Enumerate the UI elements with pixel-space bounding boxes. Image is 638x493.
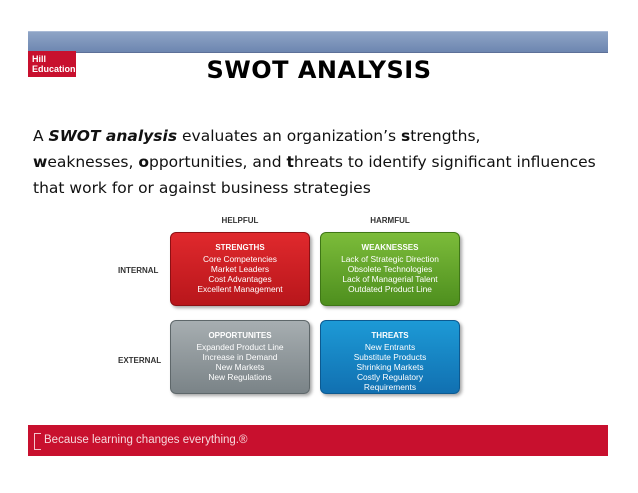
weaknesses-title: WEAKNESSES: [361, 243, 419, 252]
threats-box: [320, 320, 460, 394]
intro-text-5: hreats to identify significant influences that work for or against business strategies: [33, 153, 596, 197]
col-header-harmful: HARMFUL: [370, 216, 410, 225]
bracket-icon: [34, 433, 41, 450]
intro-letter-s: s: [401, 127, 411, 145]
intro-text-a: A: [33, 127, 49, 145]
opportunities-item: Increase in Demand: [202, 352, 278, 362]
intro-letter-o: o: [138, 153, 149, 171]
strengths-title: STRENGTHS: [215, 243, 265, 252]
threats-item: Substitute Products: [353, 352, 427, 362]
logo-line-1: Hill: [32, 54, 47, 64]
opportunities-item: New Markets: [215, 362, 265, 372]
intro-swot-term: SWOT analysis: [48, 127, 178, 145]
row-header-external: EXTERNAL: [118, 356, 162, 365]
strengths-box: [170, 232, 310, 306]
footer-tagline: Because learning changes everything.®: [44, 434, 248, 446]
threats-item: Shrinking Markets: [356, 362, 424, 372]
threats-item: New Entrants: [364, 342, 416, 352]
opportunities-item: Expanded Product Line: [196, 342, 284, 352]
opportunities-item: New Regulations: [208, 372, 272, 382]
intro-text-3: eaknesses,: [47, 153, 139, 171]
threats-item: Costly Regulatory: [356, 372, 424, 382]
weaknesses-item: Lack of Managerial Talent: [342, 274, 438, 284]
intro-text-4: pportunities, and: [148, 153, 287, 171]
logo-line-2: Education: [32, 64, 76, 74]
weaknesses-item: Lack of Strategic Direction: [341, 254, 439, 264]
weaknesses-item: Outdated Product Line: [348, 284, 432, 294]
threats-title: THREATS: [371, 331, 409, 340]
footer-bar: [28, 425, 608, 456]
threats-item: Requirements: [363, 382, 417, 392]
opportunities-box: [170, 320, 310, 394]
intro-letter-t: t: [286, 153, 294, 171]
intro-letter-w: w: [33, 153, 48, 171]
strengths-item: Core Competencies: [202, 254, 277, 264]
strengths-item: Market Leaders: [210, 264, 270, 274]
intro-text-1: evaluates an organization’s: [177, 127, 402, 145]
col-header-helpful: HELPFUL: [221, 216, 259, 225]
weaknesses-item: Obsolete Technologies: [347, 264, 433, 274]
strengths-item: Cost Advantages: [208, 274, 272, 284]
header-bar: [28, 31, 608, 53]
intro-paragraph: [33, 123, 613, 201]
slide-title: SWOT ANALYSIS: [206, 56, 432, 84]
intro-text-2: trengths,: [410, 127, 481, 145]
swot-matrix: [118, 214, 478, 414]
weaknesses-box: [320, 232, 460, 306]
opportunities-title: OPPORTUNITES: [208, 331, 272, 340]
strengths-item: Excellent Management: [197, 284, 283, 294]
row-header-internal: INTERNAL: [118, 266, 159, 275]
